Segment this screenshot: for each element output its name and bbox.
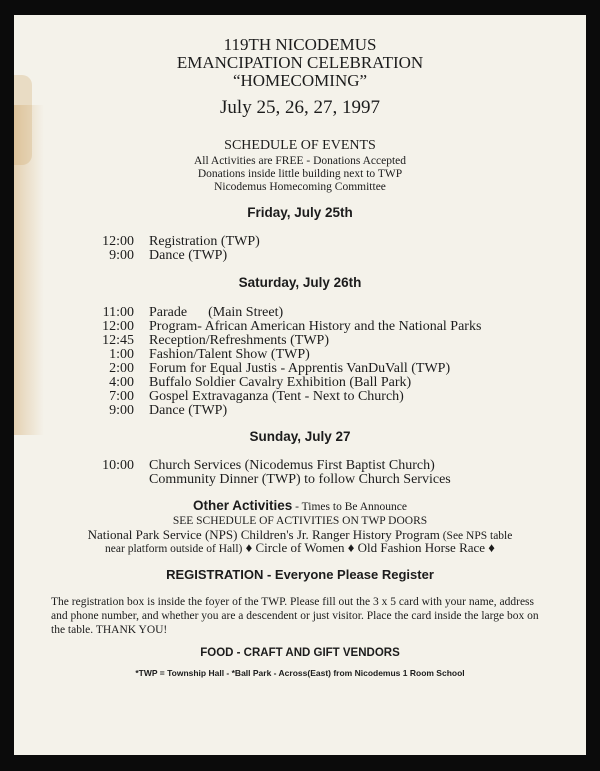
event-time: 7:00 (109, 389, 134, 404)
day-heading-friday: Friday, July 25th (247, 205, 353, 220)
other-activities-line: SEE SCHEDULE OF ACTIVITIES ON TWP DOORS (172, 515, 428, 527)
footnote: *TWP = Township Hall - *Ball Park - Across(East) from Nicodemus 1 Room School (135, 668, 465, 678)
event-time: 12:00 (102, 319, 134, 334)
flyer-page (14, 15, 586, 755)
other-activities-title: Other Activities (193, 498, 293, 513)
event-time: 4:00 (109, 375, 134, 390)
event-name: Gospel Extravaganza (Tent - Next to Church) (149, 389, 404, 404)
event-name: Church Services (Nicodemus First Baptist Church) (149, 458, 435, 473)
title-line-2: EMANCIPATION CELEBRATION (176, 53, 424, 72)
registration-title: REGISTRATION - Everyone Please Register (166, 567, 434, 582)
schedule-note: Donations inside little building next to TWP (197, 168, 403, 180)
event-name: Community Dinner (TWP) to follow Church Services (149, 472, 451, 487)
event-name: Program- African American History and the National Parks (149, 319, 482, 334)
nps-program: National Park Service (NPS) Children's Jr. Ranger History Program (87, 527, 440, 542)
event-time: 9:00 (109, 248, 134, 263)
event-time: 11:00 (102, 305, 134, 320)
event-name: Registration (TWP) (149, 234, 260, 249)
activities-list: ♦ Circle of Women ♦ Old Fashion Horse Race ♦ (242, 540, 495, 555)
title-line-3: “HOMECOMING” (232, 71, 368, 90)
day-heading-saturday: Saturday, July 26th (238, 275, 362, 290)
vendors-title: FOOD - CRAFT AND GIFT VENDORS (200, 647, 400, 659)
other-activities-heading (14, 498, 586, 514)
event-name: Reception/Refreshments (TWP) (149, 333, 330, 348)
event-time: 12:00 (102, 234, 134, 249)
nps-location: near platform outside of Hall) (105, 543, 243, 555)
event-name: Dance (TWP) (149, 403, 228, 418)
event-name: Buffalo Soldier Cavalry Exhibition (Ball Park) (149, 375, 412, 390)
event-name: Forum for Equal Justis - Apprentis VanDuVall (TWP) (149, 361, 451, 376)
schedule-note: Nicodemus Homecoming Committee (214, 181, 386, 193)
event-time: 2:00 (109, 361, 134, 376)
event-name: Dance (TWP) (149, 248, 228, 263)
event-time: 1:00 (109, 347, 134, 362)
event-time: 9:00 (109, 403, 134, 418)
event-time: 12:45 (102, 333, 134, 348)
event-name: Fashion/Talent Show (TWP) (149, 347, 310, 362)
event-time: 10:00 (102, 458, 134, 473)
title-line-1: 119TH NICODEMUS (223, 35, 377, 54)
event-name: Parade (Main Street) (149, 305, 284, 320)
schedule-title: SCHEDULE OF EVENTS (224, 138, 376, 153)
other-activities-note: - Times to Be Announce (292, 501, 407, 513)
nps-note: (See NPS table (439, 530, 513, 542)
day-heading-sunday: Sunday, July 27 (249, 429, 351, 444)
event-dates: July 25, 26, 27, 1997 (220, 97, 380, 118)
other-activities-line (14, 540, 586, 556)
schedule-note: All Activities are FREE - Donations Accepted (193, 155, 407, 167)
registration-text: The registration box is inside the foyer of the TWP. Please fill out the 3 x 5 card with your name, address and phone number, and whether you are a descendent or just visitor. Place the card inside the large box on the table. THANK YOU! (51, 596, 539, 636)
